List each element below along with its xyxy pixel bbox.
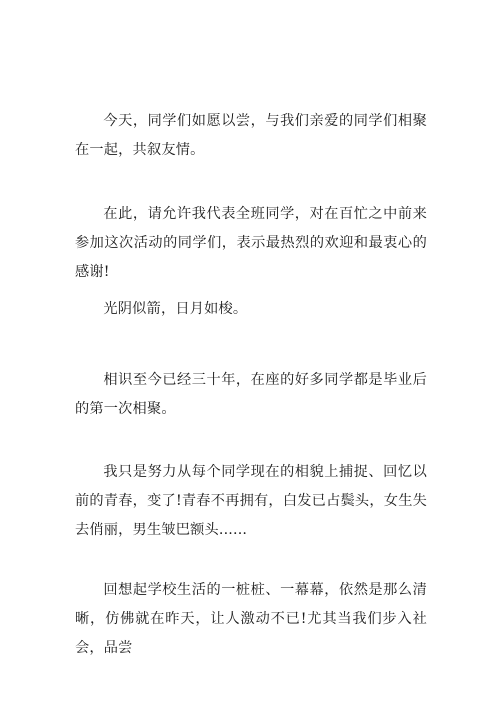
paragraph: 在此，请允许我代表全班同学，对在百忙之中前来参加这次活动的同学们，表示最热烈的欢迎和最衷心的感谢! [75, 206, 427, 280]
paragraph: 今天，同学们如愿以尝，与我们亲爱的同学们相聚在一起，共叙友情。 [75, 113, 427, 158]
paragraph: 我只是努力从每个同学现在的相貌上捕捉、回忆以前的青春，变了!青春不再拥有，白发已占鬓头，女生失去俏丽，男生皱巴额头...... [75, 464, 427, 538]
paragraph: 光阴似箭，日月如梭。 [103, 301, 248, 317]
paragraph: 相识至今已经三十年，在座的好多同学都是毕业后的第一次相聚。 [75, 372, 427, 417]
paragraph: 回想起学校生活的一桩桩、一幕幕，依然是那么清晰，仿佛就在昨天，让人激动不已!尤其当我们步入社会，品尝 [75, 582, 427, 656]
